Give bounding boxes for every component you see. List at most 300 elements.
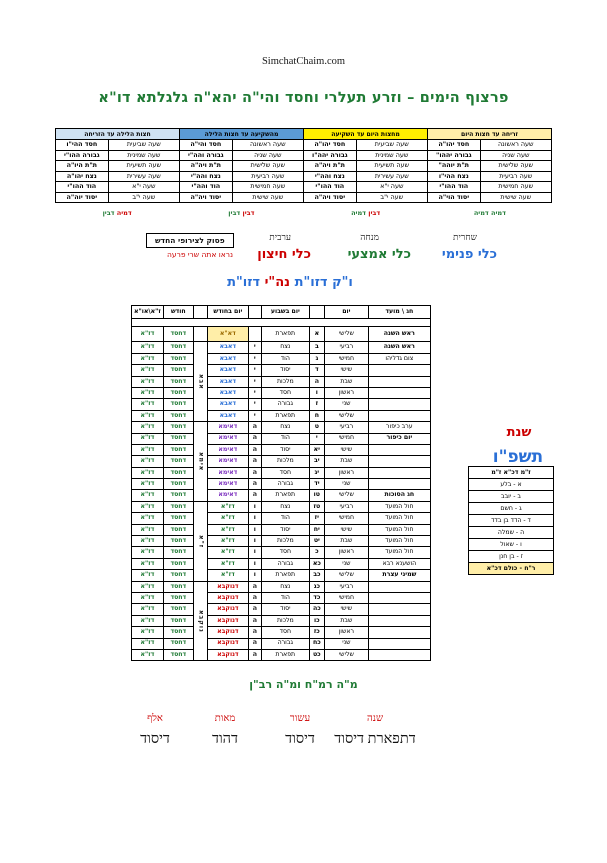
cell-holiday: חול המועד bbox=[368, 524, 430, 535]
cell-weekday: שלישי bbox=[324, 570, 368, 581]
cell-month-partzuf: דז"א bbox=[207, 547, 248, 558]
hours-sunrise-label: שעה חמישית bbox=[480, 182, 551, 193]
cell-month-letter: י bbox=[248, 342, 261, 353]
cell-weekday-sefira: הוד bbox=[261, 433, 309, 444]
cell-month-sefira: דחסד bbox=[163, 524, 193, 535]
hours-sunrise-label: שעה ראשונה bbox=[480, 140, 551, 151]
table-row bbox=[132, 627, 431, 638]
cell-month-sefira: דחסד bbox=[163, 433, 193, 444]
gematria-column-value: דהוד bbox=[212, 731, 238, 747]
cell-weekday-sefira: יסוד bbox=[261, 444, 309, 455]
hours-sunset-value: ת"ת ויה"ה bbox=[180, 161, 233, 172]
hours-table bbox=[55, 128, 552, 203]
cell-weekday-sefira: חסד bbox=[261, 387, 309, 398]
cell-month-sefira: דחסד bbox=[163, 604, 193, 615]
hours-noon-value: חסד יהו"ה bbox=[304, 140, 357, 151]
kings-row bbox=[469, 515, 554, 527]
cell-holiday bbox=[368, 638, 430, 649]
table-row bbox=[132, 570, 431, 581]
cell-group-label: נוקבא bbox=[193, 581, 207, 661]
kings-entry: ר"ח - כולם דכ"א bbox=[469, 563, 554, 575]
hours-caption-green: דבין bbox=[228, 209, 241, 217]
cell-group-label: ז"א bbox=[193, 501, 207, 581]
cell-weekday: ראשון bbox=[324, 627, 368, 638]
hours-sunset-value: נצח והה"י bbox=[180, 171, 233, 182]
hours-caption bbox=[304, 209, 428, 217]
cell-zeir-anpin: דז"א bbox=[132, 649, 164, 660]
hours-header-sunset-to-midnight: מהשקיעה עד חצות הלילה bbox=[180, 129, 304, 140]
cell-month-sefira: דחסד bbox=[163, 536, 193, 547]
kings-entry: ה - שמלה bbox=[469, 527, 554, 539]
cell-holiday: צום גדליהו bbox=[368, 353, 430, 364]
cell-month-partzuf: דאבא bbox=[207, 399, 248, 410]
cell-month-sefira: דחסד bbox=[163, 387, 193, 398]
cell-month-partzuf: דנוקבא bbox=[207, 627, 248, 638]
cell-zeir-anpin: דז"א bbox=[132, 547, 164, 558]
cell-weekday: שישי bbox=[324, 524, 368, 535]
cell-month-letter: י bbox=[248, 410, 261, 421]
cell-holiday: הושענא רבא bbox=[368, 558, 430, 569]
cell-month-partzuf: דאבא bbox=[207, 342, 248, 353]
hours-sunset-value: יסוד ויה"ה bbox=[180, 192, 233, 203]
cell-daynumber: יג bbox=[309, 467, 324, 478]
hours-midnight-value: הוד ההו"י bbox=[56, 182, 109, 193]
cell-holiday bbox=[368, 615, 430, 626]
cell-month-partzuf: דז"א bbox=[207, 570, 248, 581]
hours-noon-value: גבורה יהה"ו bbox=[304, 150, 357, 161]
calendar-heading-mid: נה"י bbox=[264, 275, 291, 290]
calendar-heading-left: ו"ק bbox=[332, 275, 353, 290]
cell-weekday: ראשון bbox=[324, 467, 368, 478]
hours-noon-label: שעה י"ב bbox=[356, 192, 427, 203]
cell-holiday bbox=[368, 581, 430, 592]
table-row bbox=[132, 536, 431, 547]
table-row bbox=[132, 581, 431, 592]
cell-zeir-anpin: דז"א bbox=[132, 513, 164, 524]
kings-header-row bbox=[469, 467, 554, 479]
cell-month-letter: ה bbox=[248, 433, 261, 444]
cell-month-letter: י bbox=[248, 399, 261, 410]
cell-holiday: ראש השנה bbox=[368, 342, 430, 353]
cell-daynumber: ח bbox=[309, 410, 324, 421]
cell-month-letter: ו bbox=[248, 501, 261, 512]
cell-month-letter bbox=[248, 327, 261, 342]
kings-row bbox=[469, 539, 554, 551]
cell-weekday-sefira: תפארת bbox=[261, 410, 309, 421]
cell-month-partzuf: דאבא bbox=[207, 365, 248, 376]
cell-month-sefira: דחסד bbox=[163, 581, 193, 592]
cell-month-sefira: דחסד bbox=[163, 638, 193, 649]
calendar-table-body bbox=[132, 327, 431, 661]
cell-zeir-anpin: דז"א bbox=[132, 479, 164, 490]
table-row bbox=[132, 376, 431, 387]
prayer-arvit: ערבית bbox=[269, 232, 291, 242]
cell-month-letter: ו bbox=[248, 536, 261, 547]
table-row bbox=[132, 467, 431, 478]
hours-caption-green: דמיה bbox=[351, 209, 366, 217]
cell-zeir-anpin: דז"א bbox=[132, 592, 164, 603]
hours-header-midnight-to-sunrise: חצות הלילה עד הזריחה bbox=[56, 129, 180, 140]
cell-weekday: חמישי bbox=[324, 353, 368, 364]
cell-month-letter: ה bbox=[248, 581, 261, 592]
cell-weekday-sefira: גבורה bbox=[261, 558, 309, 569]
cell-zeir-anpin: דז"א bbox=[132, 524, 164, 535]
hours-row bbox=[56, 171, 552, 182]
cell-weekday-sefira: תפארת bbox=[261, 570, 309, 581]
cell-month-partzuf: דנוקבא bbox=[207, 604, 248, 615]
hours-sunset-label: שעה חמישית bbox=[232, 182, 303, 193]
cell-holiday bbox=[368, 399, 430, 410]
col-header-group bbox=[193, 306, 207, 319]
cell-weekday: שלישי bbox=[324, 327, 368, 342]
cell-zeir-anpin: דז"א bbox=[132, 365, 164, 376]
cell-month-sefira: דחסד bbox=[163, 444, 193, 455]
table-row bbox=[132, 410, 431, 421]
kings-header: ז"מ דכ"א ז"מ bbox=[469, 467, 554, 479]
cell-daynumber: יז bbox=[309, 513, 324, 524]
hours-noon-label: שעה עשירית bbox=[356, 171, 427, 182]
cell-zeir-anpin: דז"א bbox=[132, 456, 164, 467]
cell-weekday: שלישי bbox=[324, 410, 368, 421]
cell-month-partzuf: דנוקבא bbox=[207, 592, 248, 603]
table-row bbox=[132, 638, 431, 649]
gematria-column-label: אלף bbox=[147, 713, 163, 724]
cell-holiday bbox=[368, 376, 430, 387]
hours-caption-green: דמיה דמיה bbox=[473, 209, 506, 217]
cell-weekday: רביעי bbox=[324, 581, 368, 592]
hours-caption bbox=[55, 209, 179, 217]
cell-month-sefira: דחסד bbox=[163, 467, 193, 478]
cell-weekday-sefira: יסוד bbox=[261, 365, 309, 376]
cell-month-partzuf: דא"א bbox=[207, 327, 248, 342]
cell-zeir-anpin: דז"א bbox=[132, 501, 164, 512]
cell-weekday-sefira: גבורה bbox=[261, 399, 309, 410]
table-row bbox=[132, 615, 431, 626]
cell-month-sefira: דחסד bbox=[163, 327, 193, 342]
cell-month-partzuf: דז"א bbox=[207, 501, 248, 512]
cell-zeir-anpin: דז"א bbox=[132, 536, 164, 547]
hours-sunrise-value: הוד ההו"י bbox=[428, 182, 481, 193]
cell-weekday: שלישי bbox=[324, 490, 368, 501]
cell-month-sefira: דחסד bbox=[163, 490, 193, 501]
hours-noon-label: שעה תשיעית bbox=[356, 161, 427, 172]
cell-weekday-sefira: מלכות bbox=[261, 536, 309, 547]
cell-daynumber: כח bbox=[309, 638, 324, 649]
table-row bbox=[132, 399, 431, 410]
hours-noon-value: נצח והה"י bbox=[304, 171, 357, 182]
cell-zeir-anpin: דז"א bbox=[132, 353, 164, 364]
col-header-day: יום bbox=[324, 306, 368, 319]
table-row bbox=[132, 353, 431, 364]
cell-weekday-sefira: נצח bbox=[261, 342, 309, 353]
hours-row bbox=[56, 161, 552, 172]
cell-zeir-anpin: דז"א bbox=[132, 558, 164, 569]
cell-holiday bbox=[368, 387, 430, 398]
cell-weekday-sefira: מלכות bbox=[261, 456, 309, 467]
hours-sunrise-value: חסד יהו"ה bbox=[428, 140, 481, 151]
page-title: פרצוף הימים – וזרע תעלרי וחסד והי"ה יהא"ה גלגלתא דו"א bbox=[98, 90, 509, 106]
hours-midnight-label: שעה י"ב bbox=[108, 192, 179, 203]
cell-month-sefira: דחסד bbox=[163, 410, 193, 421]
cell-month-partzuf: דאימא bbox=[207, 422, 248, 433]
cell-zeir-anpin: דז"א bbox=[132, 422, 164, 433]
cell-weekday-sefira: הוד bbox=[261, 592, 309, 603]
cell-weekday-sefira: יסוד bbox=[261, 604, 309, 615]
cell-daynumber: כז bbox=[309, 627, 324, 638]
hours-sunset-label: שעה שישית bbox=[232, 192, 303, 203]
kings-row bbox=[469, 527, 554, 539]
hours-midnight-value: ת"ת היו"ה bbox=[56, 161, 109, 172]
hours-midnight-label: שעה י"א bbox=[108, 182, 179, 193]
cell-daynumber: א bbox=[309, 327, 324, 342]
hours-midnight-value: חסד ההי"ו bbox=[56, 140, 109, 151]
kings-row bbox=[469, 551, 554, 563]
col-header-holiday: חג \ מועד bbox=[368, 306, 430, 319]
cell-month-letter: ה bbox=[248, 592, 261, 603]
cell-zeir-anpin: דז"א bbox=[132, 433, 164, 444]
cell-month-letter: ה bbox=[248, 627, 261, 638]
hours-sunset-label: שעה שניה bbox=[232, 150, 303, 161]
cell-holiday: חול המועד bbox=[368, 513, 430, 524]
cell-month-letter: ה bbox=[248, 649, 261, 660]
hours-header-row bbox=[56, 129, 552, 140]
month-combination-verse-text: נראו אתה שרי פרעה bbox=[166, 250, 234, 259]
kings-table-body bbox=[469, 479, 554, 575]
cell-month-sefira: דחסד bbox=[163, 558, 193, 569]
cell-daynumber: יד bbox=[309, 479, 324, 490]
hours-noon-label: שעה י"א bbox=[356, 182, 427, 193]
cell-holiday: חול המועד bbox=[368, 501, 430, 512]
calendar-table bbox=[131, 305, 431, 661]
year-label: שנת bbox=[506, 425, 532, 440]
cell-daynumber: ז bbox=[309, 399, 324, 410]
col-header-month: חודש bbox=[163, 306, 193, 319]
hours-header-sunrise-to-noon: זריחה עד חצות היום bbox=[428, 129, 552, 140]
hours-sunrise-label: שעה רביעית bbox=[480, 171, 551, 182]
cell-month-partzuf: דנוקבא bbox=[207, 649, 248, 660]
col-header-weekday-sefira: יום בשבוע bbox=[261, 306, 309, 319]
prayer-shacharit: שחרית bbox=[453, 232, 477, 242]
cell-weekday: שני bbox=[324, 558, 368, 569]
cell-daynumber: י bbox=[309, 433, 324, 444]
cell-weekday-sefira: חסד bbox=[261, 627, 309, 638]
hours-sunrise-value: ת"ת יוהה" bbox=[428, 161, 481, 172]
cell-month-sefira: דחסד bbox=[163, 422, 193, 433]
site-credit: SimchatChaim.com bbox=[261, 56, 346, 67]
bottom-section-heading: מ"ה רמ"ח ומ"ה רב"ן bbox=[249, 678, 358, 691]
vessel-inner: כלי פנימי bbox=[441, 247, 497, 262]
cell-month-partzuf: דאימא bbox=[207, 444, 248, 455]
cell-daynumber: יא bbox=[309, 444, 324, 455]
kings-row bbox=[469, 491, 554, 503]
kings-entry: ז - בן חנן bbox=[469, 551, 554, 563]
cell-month-partzuf: דנוקבא bbox=[207, 581, 248, 592]
cell-holiday bbox=[368, 444, 430, 455]
table-row bbox=[132, 592, 431, 603]
cell-month-sefira: דחסד bbox=[163, 627, 193, 638]
cell-weekday: חמישי bbox=[324, 433, 368, 444]
cell-weekday-sefira: נצח bbox=[261, 422, 309, 433]
cell-daynumber: כב bbox=[309, 570, 324, 581]
cell-daynumber: כד bbox=[309, 592, 324, 603]
hours-table-container bbox=[55, 128, 552, 203]
cell-weekday-sefira: חסד bbox=[261, 467, 309, 478]
hours-caption-row bbox=[55, 209, 552, 217]
cell-weekday-sefira: הוד bbox=[261, 513, 309, 524]
calendar-section-heading bbox=[140, 275, 440, 290]
hours-midnight-value: יסוד יוה"ה bbox=[56, 192, 109, 203]
kings-row bbox=[469, 563, 554, 575]
cell-zeir-anpin: דז"א bbox=[132, 490, 164, 501]
cell-weekday: חמישי bbox=[324, 592, 368, 603]
hours-caption bbox=[179, 209, 303, 217]
cell-zeir-anpin: דז"א bbox=[132, 410, 164, 421]
hours-sunrise-value: נצח ההי"ו bbox=[428, 171, 481, 182]
cell-zeir-anpin: דז"א bbox=[132, 638, 164, 649]
hours-sunrise-label: שעה שלישית bbox=[480, 161, 551, 172]
kings-table-container bbox=[468, 466, 554, 575]
cell-group-label: אימא bbox=[193, 422, 207, 502]
cell-daynumber: כג bbox=[309, 581, 324, 592]
hours-midnight-label: שעה שביעית bbox=[108, 140, 179, 151]
vessel-outer: כלי חיצון bbox=[257, 247, 311, 262]
calendar-table-container bbox=[131, 305, 431, 661]
cell-month-partzuf: דז"א bbox=[207, 558, 248, 569]
cell-daynumber: טו bbox=[309, 490, 324, 501]
gematria-column-label: עשור bbox=[289, 713, 311, 724]
cell-month-sefira: דחסד bbox=[163, 649, 193, 660]
cell-zeir-anpin: דז"א bbox=[132, 376, 164, 387]
cell-month-partzuf: דנוקבא bbox=[207, 638, 248, 649]
cell-daynumber: כ bbox=[309, 547, 324, 558]
cell-holiday bbox=[368, 410, 430, 421]
cell-holiday bbox=[368, 592, 430, 603]
cell-holiday bbox=[368, 604, 430, 615]
cell-month-sefira: דחסד bbox=[163, 547, 193, 558]
cell-month-partzuf: דאימא bbox=[207, 490, 248, 501]
hours-caption-red: דבין bbox=[368, 209, 381, 217]
cell-weekday: שישי bbox=[324, 365, 368, 376]
cell-month-sefira: דחסד bbox=[163, 399, 193, 410]
cell-zeir-anpin: דז"א bbox=[132, 444, 164, 455]
month-combination-verse-box: פסוק לצירופי החדש bbox=[146, 233, 234, 248]
cell-weekday: ראשון bbox=[324, 387, 368, 398]
col-header-monthletter bbox=[248, 306, 261, 319]
table-row bbox=[132, 513, 431, 524]
cell-month-letter: י bbox=[248, 387, 261, 398]
hours-caption-red: דמיה bbox=[116, 209, 132, 217]
col-header-monthday: יום בחודש bbox=[207, 306, 248, 319]
vessel-middle: כלי אמצעי bbox=[347, 247, 411, 262]
hours-sunset-value: הוד והה"י bbox=[180, 182, 233, 193]
cell-weekday-sefira: גבורה bbox=[261, 479, 309, 490]
hours-noon-label: שעה שמינית bbox=[356, 150, 427, 161]
calendar-header-row bbox=[132, 306, 431, 319]
cell-holiday bbox=[368, 627, 430, 638]
gematria-column-value: דתפארת דיסוד bbox=[334, 731, 416, 747]
cell-weekday-sefira: תפארת bbox=[261, 649, 309, 660]
hours-sunset-label: שעה ראשונה bbox=[232, 140, 303, 151]
table-row bbox=[132, 433, 431, 444]
cell-month-sefira: דחסד bbox=[163, 501, 193, 512]
cell-weekday: שישי bbox=[324, 444, 368, 455]
cell-month-sefira: דחסד bbox=[163, 456, 193, 467]
hours-noon-label: שעה שביעית bbox=[356, 140, 427, 151]
cell-weekday: שישי bbox=[324, 604, 368, 615]
cell-month-letter: ה bbox=[248, 638, 261, 649]
cell-month-letter: י bbox=[248, 365, 261, 376]
gematria-column-value: דיסוד bbox=[285, 731, 315, 747]
cell-holiday bbox=[368, 649, 430, 660]
cell-zeir-anpin: דז"א bbox=[132, 387, 164, 398]
cell-weekday: שני bbox=[324, 479, 368, 490]
hours-noon-value: ת"ת ויה"ה bbox=[304, 161, 357, 172]
hours-caption bbox=[428, 209, 552, 217]
table-row bbox=[132, 444, 431, 455]
prayer-mincha: מנחה bbox=[360, 232, 379, 242]
hours-caption-green: דבין bbox=[102, 209, 115, 217]
cell-month-partzuf: דז"א bbox=[207, 536, 248, 547]
cell-group-label bbox=[193, 327, 207, 342]
cell-month-partzuf: דאימא bbox=[207, 433, 248, 444]
hours-row bbox=[56, 150, 552, 161]
cell-month-letter: ה bbox=[248, 604, 261, 615]
table-row bbox=[132, 558, 431, 569]
hours-midnight-label: שעה עשירית bbox=[108, 171, 179, 182]
year-value: תשפ"ו bbox=[492, 447, 544, 467]
table-row bbox=[132, 456, 431, 467]
cell-zeir-anpin: דז"א bbox=[132, 467, 164, 478]
hours-header-noon-to-sunset: מחצות היום עד השקיעה bbox=[304, 129, 428, 140]
cell-month-sefira: דחסד bbox=[163, 570, 193, 581]
cell-weekday-sefira: הוד bbox=[261, 353, 309, 364]
cell-holiday bbox=[368, 479, 430, 490]
table-row bbox=[132, 479, 431, 490]
cell-month-partzuf: דאימא bbox=[207, 467, 248, 478]
cell-weekday: חמישי bbox=[324, 513, 368, 524]
kings-table bbox=[468, 466, 554, 575]
hours-sunset-value: חסד והי"ה bbox=[180, 140, 233, 151]
cell-month-letter: ו bbox=[248, 513, 261, 524]
cell-month-letter: ה bbox=[248, 615, 261, 626]
cell-daynumber: יט bbox=[309, 536, 324, 547]
cell-month-letter: ה bbox=[248, 479, 261, 490]
col-header-daynum bbox=[309, 306, 324, 319]
hours-caption-red: דבין bbox=[242, 209, 255, 217]
cell-month-letter: ו bbox=[248, 547, 261, 558]
cell-zeir-anpin: דז"א bbox=[132, 327, 164, 342]
hours-sunset-label: שעה רביעית bbox=[232, 171, 303, 182]
cell-weekday-sefira: מלכות bbox=[261, 376, 309, 387]
cell-month-partzuf: דז"א bbox=[207, 524, 248, 535]
cell-weekday: שבת bbox=[324, 376, 368, 387]
cell-weekday-sefira: תפארת bbox=[261, 327, 309, 342]
kings-row bbox=[469, 503, 554, 515]
cell-daynumber: כא bbox=[309, 558, 324, 569]
hours-row bbox=[56, 182, 552, 193]
cell-holiday: שמיני עצרת bbox=[368, 570, 430, 581]
cell-month-sefira: דחסד bbox=[163, 342, 193, 353]
cell-weekday-sefira: נצח bbox=[261, 501, 309, 512]
cell-weekday: שלישי bbox=[324, 649, 368, 660]
gematria-column-value: דיסוד bbox=[140, 731, 170, 747]
cell-month-letter: ה bbox=[248, 490, 261, 501]
cell-month-letter: י bbox=[248, 376, 261, 387]
cell-month-letter: ו bbox=[248, 570, 261, 581]
table-row bbox=[132, 365, 431, 376]
cell-weekday: שבת bbox=[324, 536, 368, 547]
cell-month-letter: ה bbox=[248, 467, 261, 478]
